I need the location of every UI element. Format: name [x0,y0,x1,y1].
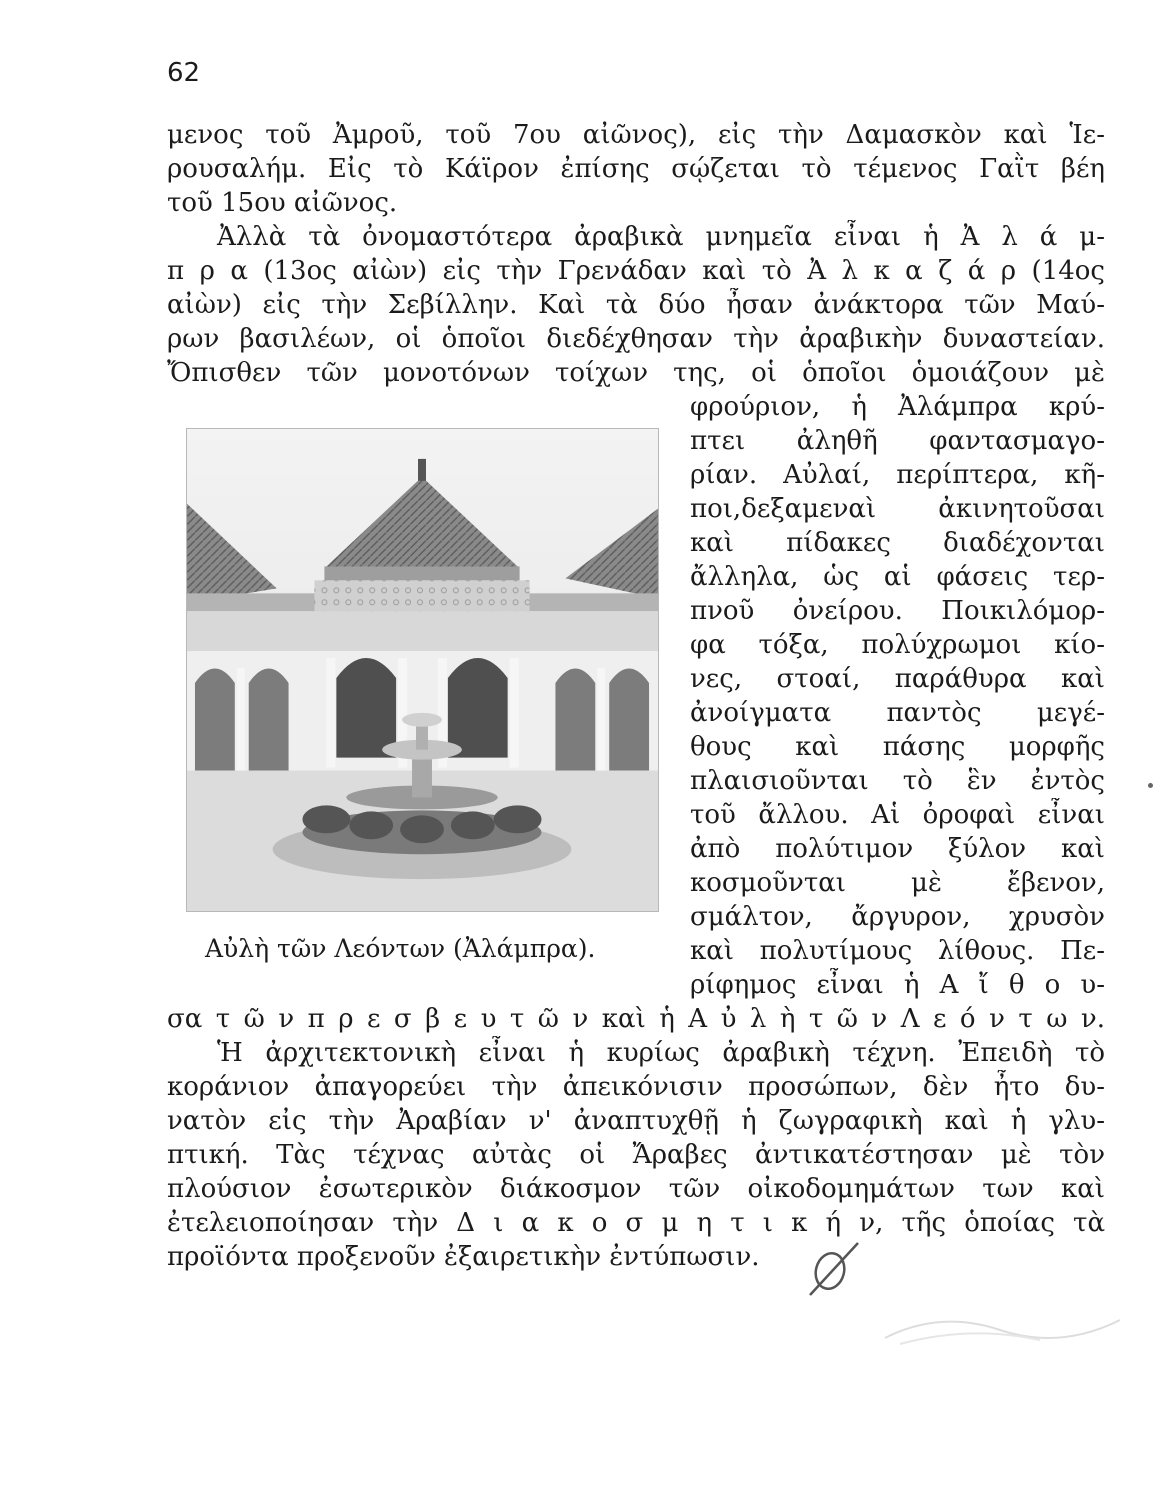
column-text-line: ἀπὸ πολύτιμον ξύλον καὶ [690,834,1105,864]
column-text-line: ρίαν. Αὐλαί, περίπτερα, κῆ- [690,460,1105,490]
paragraph-start-line: Ἡ ἀρχιτεκτονικὴ εἶναι ἡ κυρίως ἀραβικὴ τέχνη. Ἐπειδὴ τὸ [217,1038,1105,1068]
column-text-line: σμάλτον, ἄργυρον, χρυσὸν [690,902,1105,932]
text-line: πλούσιον ἐσωτερικὸν διάκοσμον τῶν οἰκοδομημάτων των καὶ [167,1174,1105,1204]
text-line: μενος τοῦ Ἀμροῦ, τοῦ 7ου αἰῶνος), εἰς τὴν Δαμασκὸν καὶ Ἱε- [167,120,1105,150]
column-text-line: νες, στοαί, παράθυρα καὶ [690,664,1105,694]
text-line: ρουσαλήμ. Εἰς τὸ Κάϊρον ἐπίσης σῴζεται τὸ τέμενος Γαῒτ βέη [167,154,1105,184]
court-of-lions-photo [186,428,659,912]
text-line: σα τ ῶ ν π ρ ε σ β ε υ τ ῶ ν καὶ ἡ Α ὐ λ ὴ τ ῶ ν Λ ε ό ν τ ω ν. [167,1004,1105,1034]
text-line: προϊόντα προξενοῦν ἐξαιρετικὴν ἐντύπωσιν. [167,1242,760,1272]
text-line: κοράνιον ἀπαγορεύει τὴν ἀπεικόνισιν προσώπων, δὲν ἦτο δυ- [167,1072,1105,1102]
text-line: αἰὼν) εἰς τὴν Σεβίλλην. Καὶ τὰ δύο ἦσαν ἀνάκτορα τῶν Μαύ- [167,290,1105,320]
column-text-line: ρίφημος εἶναι ἡ Α ἴ θ ο υ- [690,970,1105,1000]
paragraph-start-line: Ἀλλὰ τὰ ὀνομαστότερα ἀραβικὰ μνημεῖα εἶναι ἡ Ἀ λ ά μ- [217,222,1105,252]
text-line: Ὄπισθεν τῶν μονοτόνων τοίχων της, οἱ ὁποῖοι ὁμοιάζουν μὲ [167,358,1105,388]
column-text-line: τοῦ ἄλλου. Αἱ ὀροφαὶ εἶναι [690,800,1105,830]
column-text-line: καὶ πίδακες διαδέχονται [690,528,1105,558]
text-line: νατὸν εἰς τὴν Ἀραβίαν ν' ἀναπτυχθῇ ἡ ζωγραφικὴ καὶ ἡ γλυ- [167,1106,1105,1136]
column-text-line: πλαισιοῦνται τὸ ἓν ἐντὸς [690,766,1105,796]
column-text-line: καὶ πολυτίμους λίθους. Πε- [690,936,1105,966]
text-line: ρων βασιλέων, οἱ ὁποῖοι διεδέχθησαν τὴν ἀραβικὴν δυναστείαν. [167,324,1105,354]
text-line: τοῦ 15ου αἰῶνος. [167,188,398,218]
column-text-line: πνοῦ ὀνείρου. Ποικιλόμορ- [690,596,1105,626]
column-text-line: κοσμοῦνται μὲ ἔβενον, [690,868,1105,898]
pen-mark [800,1235,870,1305]
column-text-line: ἀνοίγματα παντὸς μεγέ- [690,698,1105,728]
text-line: πτική. Τὰς τέχνας αὐτὰς οἱ Ἄραβες ἀντικατέστησαν μὲ τὸν [167,1140,1105,1170]
page-number: 62 [167,58,201,88]
bleed-through-marks [880,1300,1130,1350]
column-text-line: πτει ἀληθῆ φαντασμαγο- [690,426,1105,456]
margin-dot [1148,783,1153,788]
text-line: π ρ α (13ος αἰὼν) εἰς τὴν Γρενάδαν καὶ τὸ Ἀ λ κ α ζ ά ρ (14ος [167,256,1105,286]
text-line: ἐτελειοποίησαν τὴν Δ ι α κ ο σ μ η τ ι κ ή ν, τῆς ὁποίας τὰ [167,1208,1105,1238]
column-text-line: ἄλληλα, ὡς αἱ φάσεις τερ- [690,562,1105,592]
column-text-line: θους καὶ πάσης μορφῆς [690,732,1105,762]
column-text-line: φρούριον, ἡ Ἀλάμπρα κρύ- [690,392,1105,422]
column-text-line: ποι,δεξαμεναὶ ἀκινητοῦσαι [690,494,1105,524]
photo-caption: Αὐλὴ τῶν Λεόντων (Ἀλάμπρα). [205,934,596,963]
column-text-line: φα τόξα, πολύχρωμοι κίο- [690,630,1105,660]
